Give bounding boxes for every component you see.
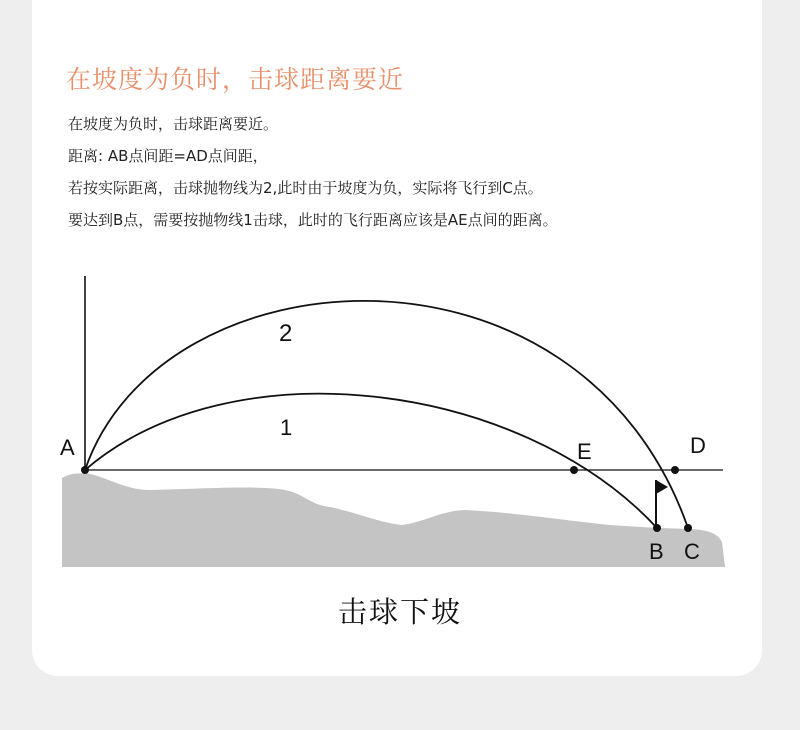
point-c-marker: [684, 524, 692, 532]
paragraph-3: 若按实际距离，击球抛物线为2,此时由于坡度为负，实际将飞行到C点。: [68, 179, 543, 197]
point-c-label: C: [684, 539, 700, 564]
golf-flag-icon: [656, 480, 668, 528]
curve-1-label: 1: [280, 415, 293, 440]
paragraph-4: 要达到B点，需要按抛物线1击球，此时的飞行距离应该是AE点间的距离。: [68, 211, 558, 229]
point-a-marker: [81, 466, 89, 474]
point-a-label: A: [60, 435, 75, 460]
point-b-marker: [653, 524, 661, 532]
point-d-label: D: [690, 433, 706, 458]
point-e-marker: [570, 466, 578, 474]
diagram-caption: 击球下坡: [337, 595, 462, 629]
point-d-marker: [671, 466, 679, 474]
curve-2-label: 2: [279, 320, 293, 347]
paragraph-2: 距离: AB点间距=AD点间距，: [68, 147, 268, 165]
point-e-label: E: [577, 439, 592, 464]
page-title: 在坡度为负时，击球距离要近: [66, 65, 405, 94]
ground-slope: [62, 473, 725, 567]
point-b-label: B: [649, 539, 664, 564]
paragraph-1: 在坡度为负时，击球距离要近。: [68, 115, 279, 133]
